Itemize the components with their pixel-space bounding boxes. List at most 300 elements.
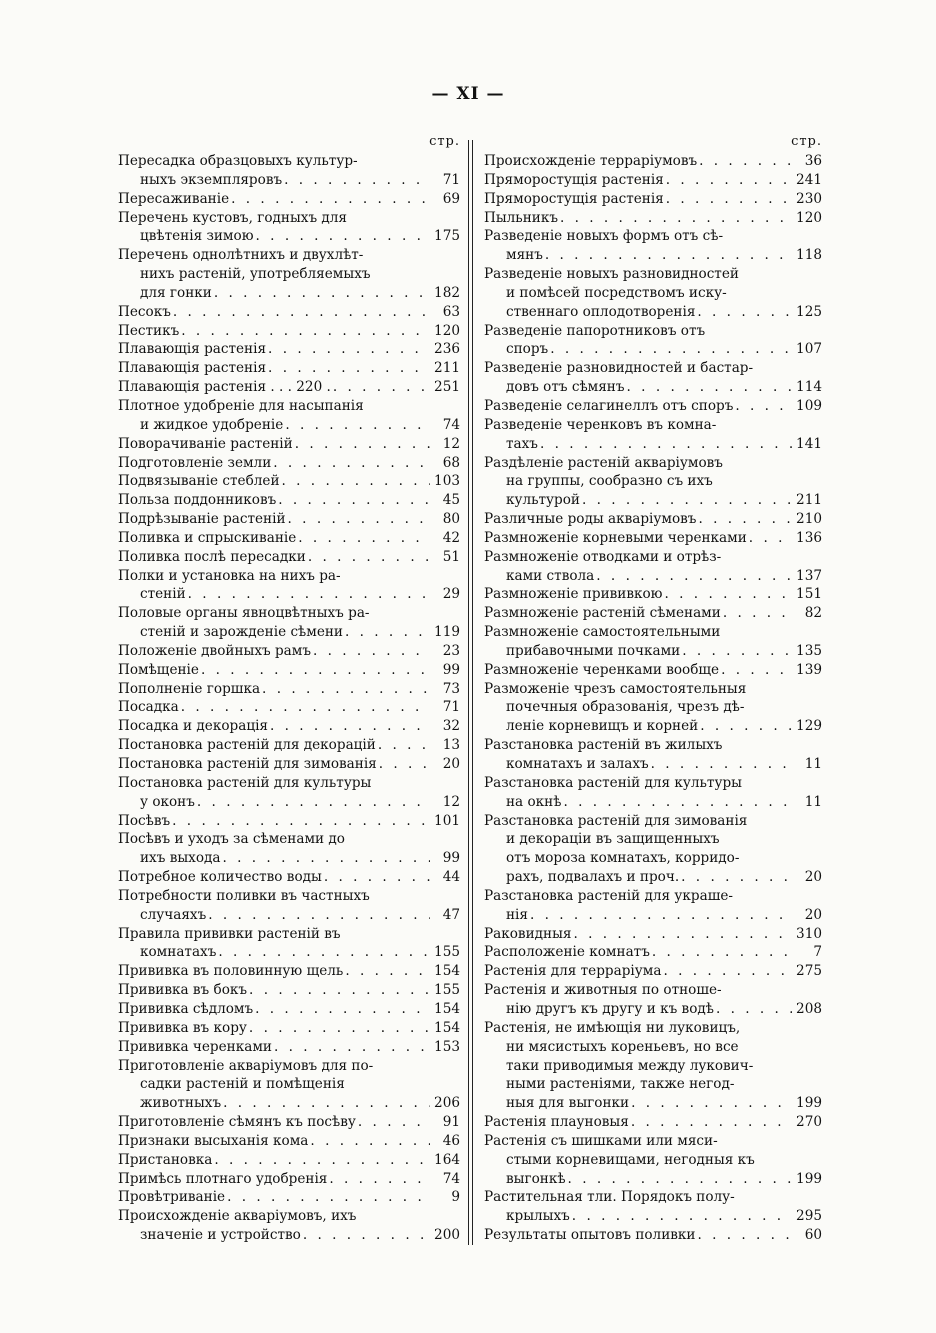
dot-leader [256, 227, 430, 246]
index-entry-line [118, 209, 460, 228]
index-entry-text: Посѣвъ [118, 812, 171, 829]
index-entry-page: 103 [434, 473, 460, 490]
index-entry [484, 774, 822, 812]
index-entry-line [118, 1038, 460, 1057]
index-entry-page: 251 [434, 379, 460, 396]
index-column-right [484, 132, 822, 1245]
index-entry-line [484, 717, 822, 736]
index-entry-text: Пряморостущія растенія [484, 171, 664, 188]
index-entry-page: 60 [804, 1227, 822, 1244]
index-entry [118, 774, 460, 812]
dot-leader [700, 717, 792, 736]
index-entry-text: Прививка въ кору [118, 1019, 247, 1036]
index-entry-line [118, 246, 460, 265]
index-entry-page: 47 [442, 906, 460, 923]
dot-leader [697, 303, 792, 322]
dot-leader [697, 1226, 792, 1245]
index-entry-text: культурой [506, 492, 580, 509]
index-entry [484, 736, 822, 774]
index-entry-text: Размноженіе растеній сѣменами [484, 605, 721, 622]
index-entry-line [484, 1019, 822, 1038]
dot-leader [379, 755, 430, 774]
index-entry-text: Растенія и животныя по отноше- [484, 982, 722, 999]
index-entry-text: на группы, сообразно съ ихъ [506, 473, 713, 490]
dot-leader [333, 378, 430, 397]
dot-leader [540, 435, 792, 454]
index-entry-line [484, 1151, 822, 1170]
index-entry-page: 36 [804, 153, 822, 169]
index-entry-text: ихъ выхода [140, 850, 221, 867]
index-entry-line [484, 774, 822, 793]
dot-leader [298, 529, 430, 548]
index-entry [484, 962, 822, 981]
index-entry-page: 241 [796, 171, 822, 188]
dot-leader [665, 585, 792, 604]
index-entry-text: Польза поддонниковъ [118, 492, 277, 509]
index-entry-page: 206 [434, 1095, 460, 1112]
index-entry-line [484, 661, 822, 680]
index-entry-text: Растительная тли. Порядокъ полу- [484, 1189, 735, 1206]
index-entry-page: 120 [796, 209, 822, 226]
dot-leader [231, 190, 430, 209]
dot-leader [173, 303, 430, 322]
index-entry-line [118, 1075, 460, 1094]
index-entry-page: 12 [442, 793, 460, 810]
index-entry-text: Происхожденіе акваріумовъ, ихъ [118, 1208, 357, 1225]
index-entry-line [484, 454, 822, 473]
dot-leader [699, 152, 792, 171]
index-entry-text: и декораціи въ защищенныхъ [506, 831, 720, 848]
dot-leader [255, 1000, 430, 1019]
index-entry-line [484, 604, 822, 623]
index-entry-page: 80 [442, 511, 460, 528]
index-entry-line [484, 830, 822, 849]
index-entry-line [118, 661, 460, 680]
index-entry-text: Постановка растеній для зимованія [118, 756, 377, 772]
index-entry-text: ныя для выгонки [506, 1095, 630, 1112]
dot-leader [329, 1170, 430, 1189]
dot-leader [735, 397, 792, 416]
index-entry-line [484, 925, 822, 944]
index-entry-text: почечныя образованія, чрезъ дѣ- [506, 699, 745, 716]
index-entry-page: 11 [804, 793, 822, 810]
index-entry [118, 246, 460, 303]
index-entry-text: Плавающія растенія [118, 341, 267, 358]
dot-leader [345, 962, 430, 981]
index-entry-line [484, 227, 822, 246]
index-entry-text: леніе корневищъ и корней [506, 718, 699, 735]
index-entry [118, 1170, 460, 1189]
index-entry-line [484, 567, 822, 586]
index-entry-page: 73 [442, 680, 460, 697]
index-entry-text: Полки и установка на нихъ ра- [118, 567, 341, 584]
index-entry-page: 139 [796, 661, 822, 678]
index-entry [484, 1188, 822, 1226]
index-entry [118, 755, 460, 774]
dot-leader [223, 1094, 430, 1113]
index-entry-page: 12 [442, 435, 460, 452]
index-entry-text: значеніе и устройство [140, 1227, 301, 1244]
dot-leader [682, 642, 792, 661]
index-entry-page: 125 [796, 303, 822, 320]
index-entry-text: нихъ растеній, употребляемыхъ [140, 266, 371, 283]
index-entry [118, 152, 460, 190]
index-entry-text: и жидкое удобреніе [140, 416, 284, 433]
index-entry [484, 623, 822, 661]
index-entry-line [484, 1000, 822, 1019]
index-entry-line [118, 190, 460, 209]
index-entry [484, 548, 822, 586]
index-entry-text: Посадка и декорація [118, 718, 268, 735]
dot-leader [268, 340, 430, 359]
index-entry-text: Расположеніе комнатъ [484, 944, 650, 961]
index-entry-text: Пристановка [118, 1151, 213, 1168]
index-entry-line [118, 849, 460, 868]
index-entry [484, 604, 822, 623]
index-entry-text: цвѣтенія зимою [140, 228, 254, 245]
index-entry-text: стеній [140, 586, 186, 603]
index-entry-text: Разведеніе новыхъ разновидностей [484, 266, 739, 283]
dot-leader [568, 1170, 792, 1189]
dot-leader [596, 567, 792, 586]
dot-leader [227, 1188, 430, 1207]
index-entry-line [484, 736, 822, 755]
dot-leader [273, 454, 430, 473]
dot-leader [262, 680, 430, 699]
dot-leader [716, 1000, 792, 1019]
index-entry-text: мянъ [506, 247, 543, 264]
index-entry-text: Перечень кустовъ, годныхъ для [118, 209, 347, 226]
index-entry [118, 303, 460, 322]
index-entry-line [118, 887, 460, 906]
index-entry-text: отъ мороза комнатахъ, корридо- [506, 850, 740, 867]
index-entry-text: Разможеніе чрезъ самостоятельныя [484, 680, 747, 697]
index-entry-page: 200 [434, 1227, 460, 1244]
index-entry-page: 137 [796, 567, 822, 584]
index-entry-line [118, 1094, 460, 1113]
index-entry-line [484, 962, 822, 981]
index-entry [118, 642, 460, 661]
index-entry-text: Разведеніе черенковъ въ комна- [484, 416, 717, 433]
index-entry-line [118, 1170, 460, 1189]
index-entry-text: Половые органы явноцвѣтныхъ ра- [118, 605, 370, 622]
index-entry-text: Размноженіе прививкою [484, 586, 663, 603]
index-entry [118, 378, 460, 397]
index-entry-page: 270 [796, 1114, 822, 1131]
index-entry-page: 154 [434, 1000, 460, 1017]
index-entry-page: 155 [434, 982, 460, 999]
index-entry-text: Потребное количество воды [118, 869, 322, 886]
index-entry-text: Разведеніе папоротниковъ отъ [484, 322, 706, 339]
index-entry-line [484, 1170, 822, 1189]
index-entry [118, 680, 460, 699]
index-entry-page: 141 [796, 435, 822, 452]
index-entry-text: Постановка растеній для декорацій [118, 737, 376, 754]
index-entry [118, 868, 460, 887]
index-entry-text: и помѣсей посредствомъ иску- [506, 284, 727, 301]
dot-leader [582, 491, 792, 510]
index-entry-line [118, 1151, 460, 1170]
index-entry [484, 661, 822, 680]
index-entry [118, 1000, 460, 1019]
index-entry-text: Подвязываніе стеблей [118, 473, 280, 490]
index-entry-text: Пыльникъ [484, 209, 558, 226]
index-entry-text: Поворачиваніе растеній [118, 435, 293, 452]
dot-leader [663, 962, 792, 981]
index-entry-line [484, 265, 822, 284]
index-entry-line [118, 585, 460, 604]
index-entry-text: Поливка и спрыскиваніе [118, 529, 297, 546]
index-entry [118, 472, 460, 491]
index-entry-page: 91 [442, 1114, 460, 1131]
dot-leader [181, 698, 430, 717]
index-entry-line [484, 1075, 822, 1094]
index-entry-line [118, 981, 460, 1000]
index-entry-line [118, 906, 460, 925]
index-entry-page: 29 [442, 586, 460, 603]
dot-leader [723, 604, 792, 623]
dot-leader [188, 585, 430, 604]
index-entry [118, 887, 460, 925]
dot-leader [308, 548, 430, 567]
index-entry-page: 63 [442, 303, 460, 320]
index-entry-page: 44 [442, 869, 460, 886]
index-entry [118, 1188, 460, 1207]
dot-leader [268, 359, 430, 378]
dot-leader [545, 246, 792, 265]
index-entry-line [118, 1057, 460, 1076]
index-entry-line [118, 435, 460, 454]
index-entry [484, 943, 822, 962]
index-entry-line [118, 717, 460, 736]
index-entry-line [484, 340, 822, 359]
dot-leader [631, 1094, 792, 1113]
index-entry-text: довъ отъ сѣмянъ [506, 379, 625, 396]
dot-leader [172, 812, 430, 831]
dot-leader [313, 642, 430, 661]
index-entry-text: Разведеніе селагинеллъ отъ споръ [484, 397, 734, 414]
index-entry-text: Перечень однолѣтнихъ и двухлѣт- [118, 247, 364, 264]
index-entry-text: Разстановка растеній для культуры [484, 774, 742, 791]
index-entry [118, 830, 460, 868]
index-entry-page: 236 [434, 341, 460, 358]
index-entry-page: 129 [796, 718, 822, 735]
index-entry-text: Происхожденіе терраріумовъ [484, 153, 698, 169]
index-entry-text: Размноженіе корневыми черенками [484, 529, 747, 546]
index-entry-line [484, 1226, 822, 1245]
index-entry-line [118, 962, 460, 981]
dot-leader [214, 284, 430, 303]
dot-leader [666, 190, 792, 209]
index-entry-line [484, 378, 822, 397]
index-entry-line [118, 755, 460, 774]
index-entry-line [484, 510, 822, 529]
index-entry-line [118, 1113, 460, 1132]
index-entry-text: Положеніе двойныхъ рамъ [118, 642, 311, 659]
index-entry-text: Прививка въ бокъ [118, 982, 248, 999]
index-entry-line [118, 567, 460, 586]
index-entry-page: 211 [434, 360, 460, 377]
index-entry-line [484, 359, 822, 378]
dot-leader [310, 1132, 430, 1151]
index-entry [484, 585, 822, 604]
index-entry-line [118, 548, 460, 567]
index-entry-text: Признаки высыханія кома [118, 1132, 309, 1149]
index-entry-line [118, 1226, 460, 1245]
index-entry-text: Растенія съ шишками или мяси- [484, 1132, 718, 1149]
index-entry-text: Прививка сѣдломъ [118, 1000, 254, 1017]
index-entry [484, 416, 822, 454]
index-entry-line [118, 265, 460, 284]
index-entry [118, 717, 460, 736]
index-entry-text: Правила прививки растеній въ [118, 925, 341, 942]
index-entry-line [118, 604, 460, 623]
index-entry-line [484, 755, 822, 774]
index-entry-line [118, 943, 460, 962]
index-entry-page: 230 [796, 190, 822, 207]
index-entry-line [118, 642, 460, 661]
index-entry-line [118, 378, 460, 397]
index-entry [118, 567, 460, 605]
index-entry-text: выгонкѣ [506, 1170, 566, 1187]
index-entry-text: ственнаго оплодотворенія [506, 303, 696, 320]
index-entry-line [484, 943, 822, 962]
index-entry-line [484, 793, 822, 812]
index-entry-text: крылыхъ [506, 1208, 570, 1225]
index-entry-page: 23 [442, 642, 460, 659]
index-entry-line [484, 435, 822, 454]
index-entry-line [118, 171, 460, 190]
index-entry-page: 20 [804, 906, 822, 923]
index-entry-page: 69 [442, 190, 460, 207]
index-entry-text: таки приводимыя между лукович- [506, 1057, 754, 1074]
index-entry-text: Пряморостущія растенія [484, 190, 664, 207]
index-entry-line [484, 209, 822, 228]
index-entry-line [118, 397, 460, 416]
index-entry-text: Прививка въ половинную щель [118, 963, 344, 980]
index-entry-text: Прививка черенками [118, 1038, 272, 1055]
index-entry [484, 680, 822, 737]
index-entry-line [484, 472, 822, 491]
index-entry-line [118, 812, 460, 831]
index-entry [484, 1226, 822, 1245]
index-entry-page: 13 [442, 737, 460, 754]
index-entry-line [118, 925, 460, 944]
index-entry-text: Размноженіе отводками и отрѣз- [484, 548, 722, 565]
index-entry-text: Подрѣзываніе растеній [118, 511, 286, 528]
index-entry-text: споръ [506, 341, 549, 358]
index-entry-line [118, 1000, 460, 1019]
index-entry-line [484, 1113, 822, 1132]
index-entry-text: нію другъ къ другу и къ водѣ [506, 1000, 714, 1017]
index-entry-text: Плотное удобреніе для насыпанія [118, 397, 364, 414]
index-entry [484, 265, 822, 322]
index-entry-line [484, 1207, 822, 1226]
index-entry-line [118, 1019, 460, 1038]
dot-leader [285, 416, 430, 435]
column-header-page: стр. [429, 134, 460, 149]
index-entry [118, 1019, 460, 1038]
index-entry-line [484, 548, 822, 567]
index-entry-page: 275 [796, 963, 822, 980]
index-entry-text: Провѣтриваніе [118, 1189, 226, 1206]
index-entry [118, 1113, 460, 1132]
index-entry-line [484, 623, 822, 642]
index-entry-page: 32 [442, 718, 460, 735]
index-entry-page: 119 [434, 624, 460, 641]
index-entry-page: 164 [434, 1151, 460, 1168]
index-entry-line [118, 736, 460, 755]
index-entry-text: Постановка растеній для культуры [118, 774, 372, 791]
index-entry-page: 42 [442, 529, 460, 546]
index-entry-page: 118 [796, 247, 822, 264]
index-entry-text: Посадка [118, 699, 179, 716]
dot-leader [681, 868, 792, 887]
index-entry-page: 46 [442, 1132, 460, 1149]
index-entry-text: ныхъ экземпляровъ [140, 171, 283, 188]
index-entry [118, 962, 460, 981]
index-entry-line [118, 793, 460, 812]
index-entry-line [118, 1207, 460, 1226]
index-entry [118, 209, 460, 247]
index-entry-page: 7 [813, 944, 822, 961]
index-entry-page: 11 [804, 756, 822, 772]
index-entry-page: 9 [451, 1189, 460, 1206]
index-entry-text: Поливка послѣ пересадки [118, 548, 306, 565]
index-entry-line [484, 1132, 822, 1151]
index-entry [118, 359, 460, 378]
dot-leader [282, 472, 430, 491]
index-entry-text: стеній и зарожденіе сѣмени [140, 624, 343, 641]
index-entry-text: тахъ [506, 435, 538, 452]
column-header-page: стр. [791, 134, 822, 149]
index-entry-page: 101 [434, 812, 460, 829]
dot-leader [652, 943, 792, 962]
index-entry-text: Песокъ [118, 303, 171, 320]
index-entry [484, 981, 822, 1019]
index-entry-text: Размноженіе самостоятельными [484, 624, 721, 641]
index-entry [484, 359, 822, 397]
index-entry [484, 925, 822, 944]
index-entry [484, 322, 822, 360]
index-entry-text: Пестикъ [118, 322, 180, 339]
index-entry-page: 199 [796, 1170, 822, 1187]
index-entry-page: 107 [796, 341, 822, 358]
index-entry-line [484, 171, 822, 190]
index-entry-page: 295 [796, 1208, 822, 1225]
index-entry [118, 340, 460, 359]
index-entry-page: 175 [434, 228, 460, 245]
index-entry-line [484, 698, 822, 717]
index-entry [118, 322, 460, 341]
index-entry [118, 1151, 460, 1170]
index-entry-page: 208 [796, 1000, 822, 1017]
index-entry [118, 190, 460, 209]
dot-leader [223, 849, 431, 868]
index-entry-line [118, 698, 460, 717]
index-entry [118, 397, 460, 435]
index-entry [484, 1113, 822, 1132]
dot-leader [721, 661, 792, 680]
index-entry [118, 1038, 460, 1057]
index-entry [484, 510, 822, 529]
index-entry-line [484, 190, 822, 209]
index-entry-line [484, 303, 822, 322]
index-entry-line [484, 680, 822, 699]
dot-leader [666, 171, 792, 190]
index-entry-text: Растенія, не имѣющія ни луковицъ, [484, 1019, 741, 1036]
index-entry-line [118, 227, 460, 246]
